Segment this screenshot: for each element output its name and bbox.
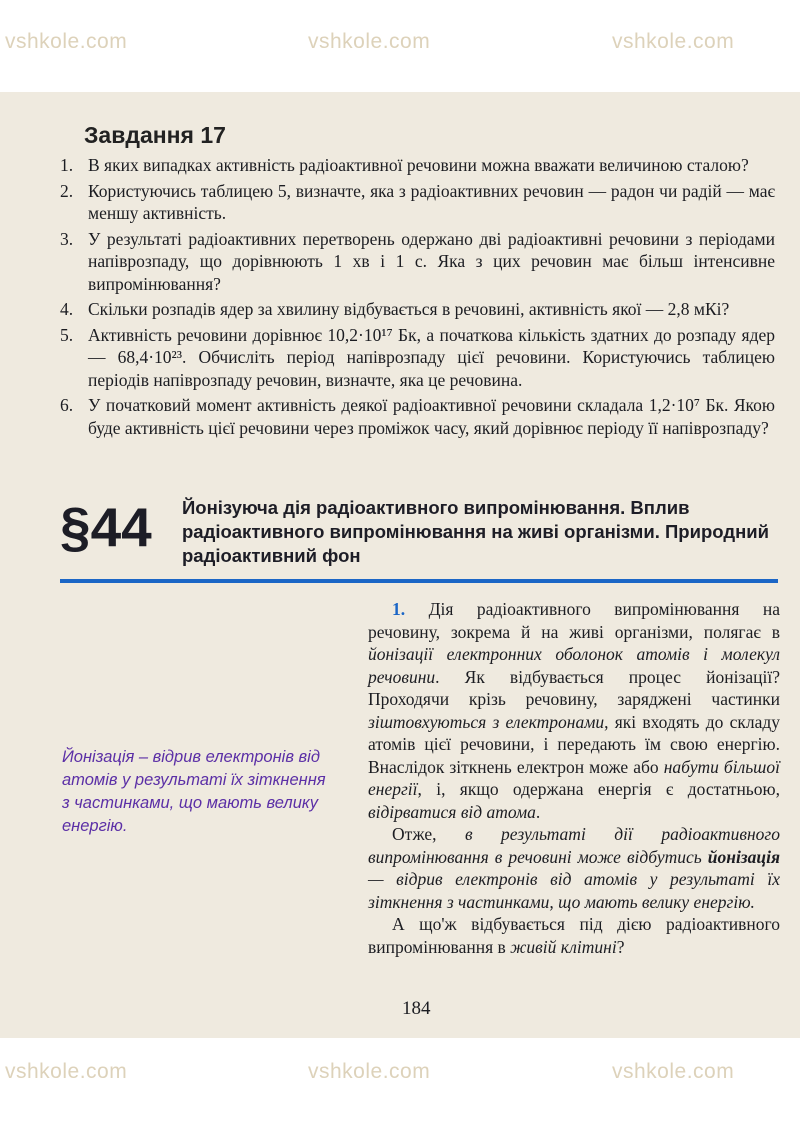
text-run: ? xyxy=(616,936,625,957)
task-item xyxy=(60,394,775,439)
watermark: vshkole.com xyxy=(308,1060,431,1083)
task-number: 6. xyxy=(60,395,74,415)
task-number: 3. xyxy=(60,228,74,249)
task-number: 5. xyxy=(60,324,74,345)
task-text: Користуючись таблицею 5, визначте, яка з радіоактивних речовин — радон чи радій — має меншу активність. xyxy=(88,180,775,223)
paragraph-text xyxy=(368,914,780,957)
paragraph xyxy=(368,913,780,958)
paragraph xyxy=(368,823,780,913)
text-run: набути більшої енергії xyxy=(368,756,780,799)
text-run: Отже, xyxy=(392,824,465,844)
definition-note: Йонізація – відрив електронів від атомів у результаті їх зіткнення з частинками, що мають велику енергію. xyxy=(62,748,326,835)
text-run: йонізація xyxy=(707,846,780,867)
book-page xyxy=(0,92,800,1038)
text-run: в результаті дії радіоактивного випромінювання в речовині може відбутись xyxy=(368,824,780,867)
task-number: 2. xyxy=(60,180,74,201)
task-text: Скільки розпадів ядер за хвилину відбувається в речовині, активність якої — 2,8 мКі? xyxy=(88,299,730,319)
text-run: . xyxy=(535,801,541,822)
text-run: живій клітині xyxy=(510,936,617,957)
task-text: У початковий момент активність деякої радіоактивної речовини складала 1,2·10⁷ Бк. Якою буде активність цієї речовини через проміжок часу, який дорівнює періоду її напіврозпаду? xyxy=(88,395,775,438)
task-item xyxy=(60,324,775,392)
text-run: йонізації електронних оболонок атомів і молекул речовини xyxy=(368,644,780,687)
text-run: відірватися від атома xyxy=(368,801,536,822)
text-run: , які входять до складу атомів цієї речовини, і передають їм свою енергію. Внаслідок зіткнень електрон може або xyxy=(368,711,780,777)
watermark: vshkole.com xyxy=(308,30,431,53)
watermark: vshkole.com xyxy=(612,30,735,53)
paragraph-text xyxy=(368,824,780,912)
task-item xyxy=(60,228,775,296)
paragraph xyxy=(368,598,780,823)
watermark: vshkole.com xyxy=(5,30,128,53)
task-number: 1. xyxy=(60,155,74,175)
task-title: Завдання 17 xyxy=(84,122,226,148)
task-item xyxy=(60,298,775,321)
watermark: vshkole.com xyxy=(5,1060,128,1083)
task-text: У результаті радіоактивних перетворень одержано дві радіоактивні речовини з періодами напіврозпаду, що дорівнюють 1 хв і 1 с. Яка з цих речовин має більш інтенсивне випромінювання? xyxy=(88,228,775,294)
task-item xyxy=(60,154,775,177)
page-number: 184 xyxy=(402,998,431,1019)
text-run: зіштовхуються з електронами xyxy=(368,711,605,732)
section-divider xyxy=(60,579,778,583)
task-number: 4. xyxy=(60,299,74,319)
task-text: Активність речовини дорівнює 10,2·10¹⁷ Бк, а початкова кількість здатних до розпаду ядер — 68,4·10²³. Обчисліть період напіврозпаду цієї речовини. Користуючись таблицею періодів напіврозпаду речовин, визначте, яка це речовина. xyxy=(88,324,775,390)
section-number: §44 xyxy=(60,496,152,558)
task-item xyxy=(60,180,775,225)
paragraph-text xyxy=(368,599,780,822)
watermark: vshkole.com xyxy=(612,1060,735,1083)
text-run: Дія радіоактивного випромінювання на речовину, зокрема й на живі організми, полягає в xyxy=(368,599,780,642)
text-run: , і, якщо одержана енергія є достатньою, xyxy=(417,779,780,799)
task-text: В яких випадках активність радіоактивної речовини можна вважати величиною сталою? xyxy=(88,155,749,175)
section-body xyxy=(368,598,780,958)
task-list xyxy=(60,154,775,442)
subsection-marker: 1. xyxy=(392,599,406,619)
section-title: Йонізуюча дія радіоактивного випромінювання. Вплив радіоактивного випромінювання на живі організми. Природний радіоактивний фон xyxy=(182,497,769,566)
text-run: — відрив електронів від атомів у результаті їх зіткнення з частинками, що мають велику енергію. xyxy=(368,869,780,912)
text-run: . Як відбувається процес йонізації? Проходячи крізь речовину, заряджені частинки xyxy=(368,666,780,709)
text-run: А що'ж відбувається під дією радіоактивного випромінювання в xyxy=(368,914,780,957)
